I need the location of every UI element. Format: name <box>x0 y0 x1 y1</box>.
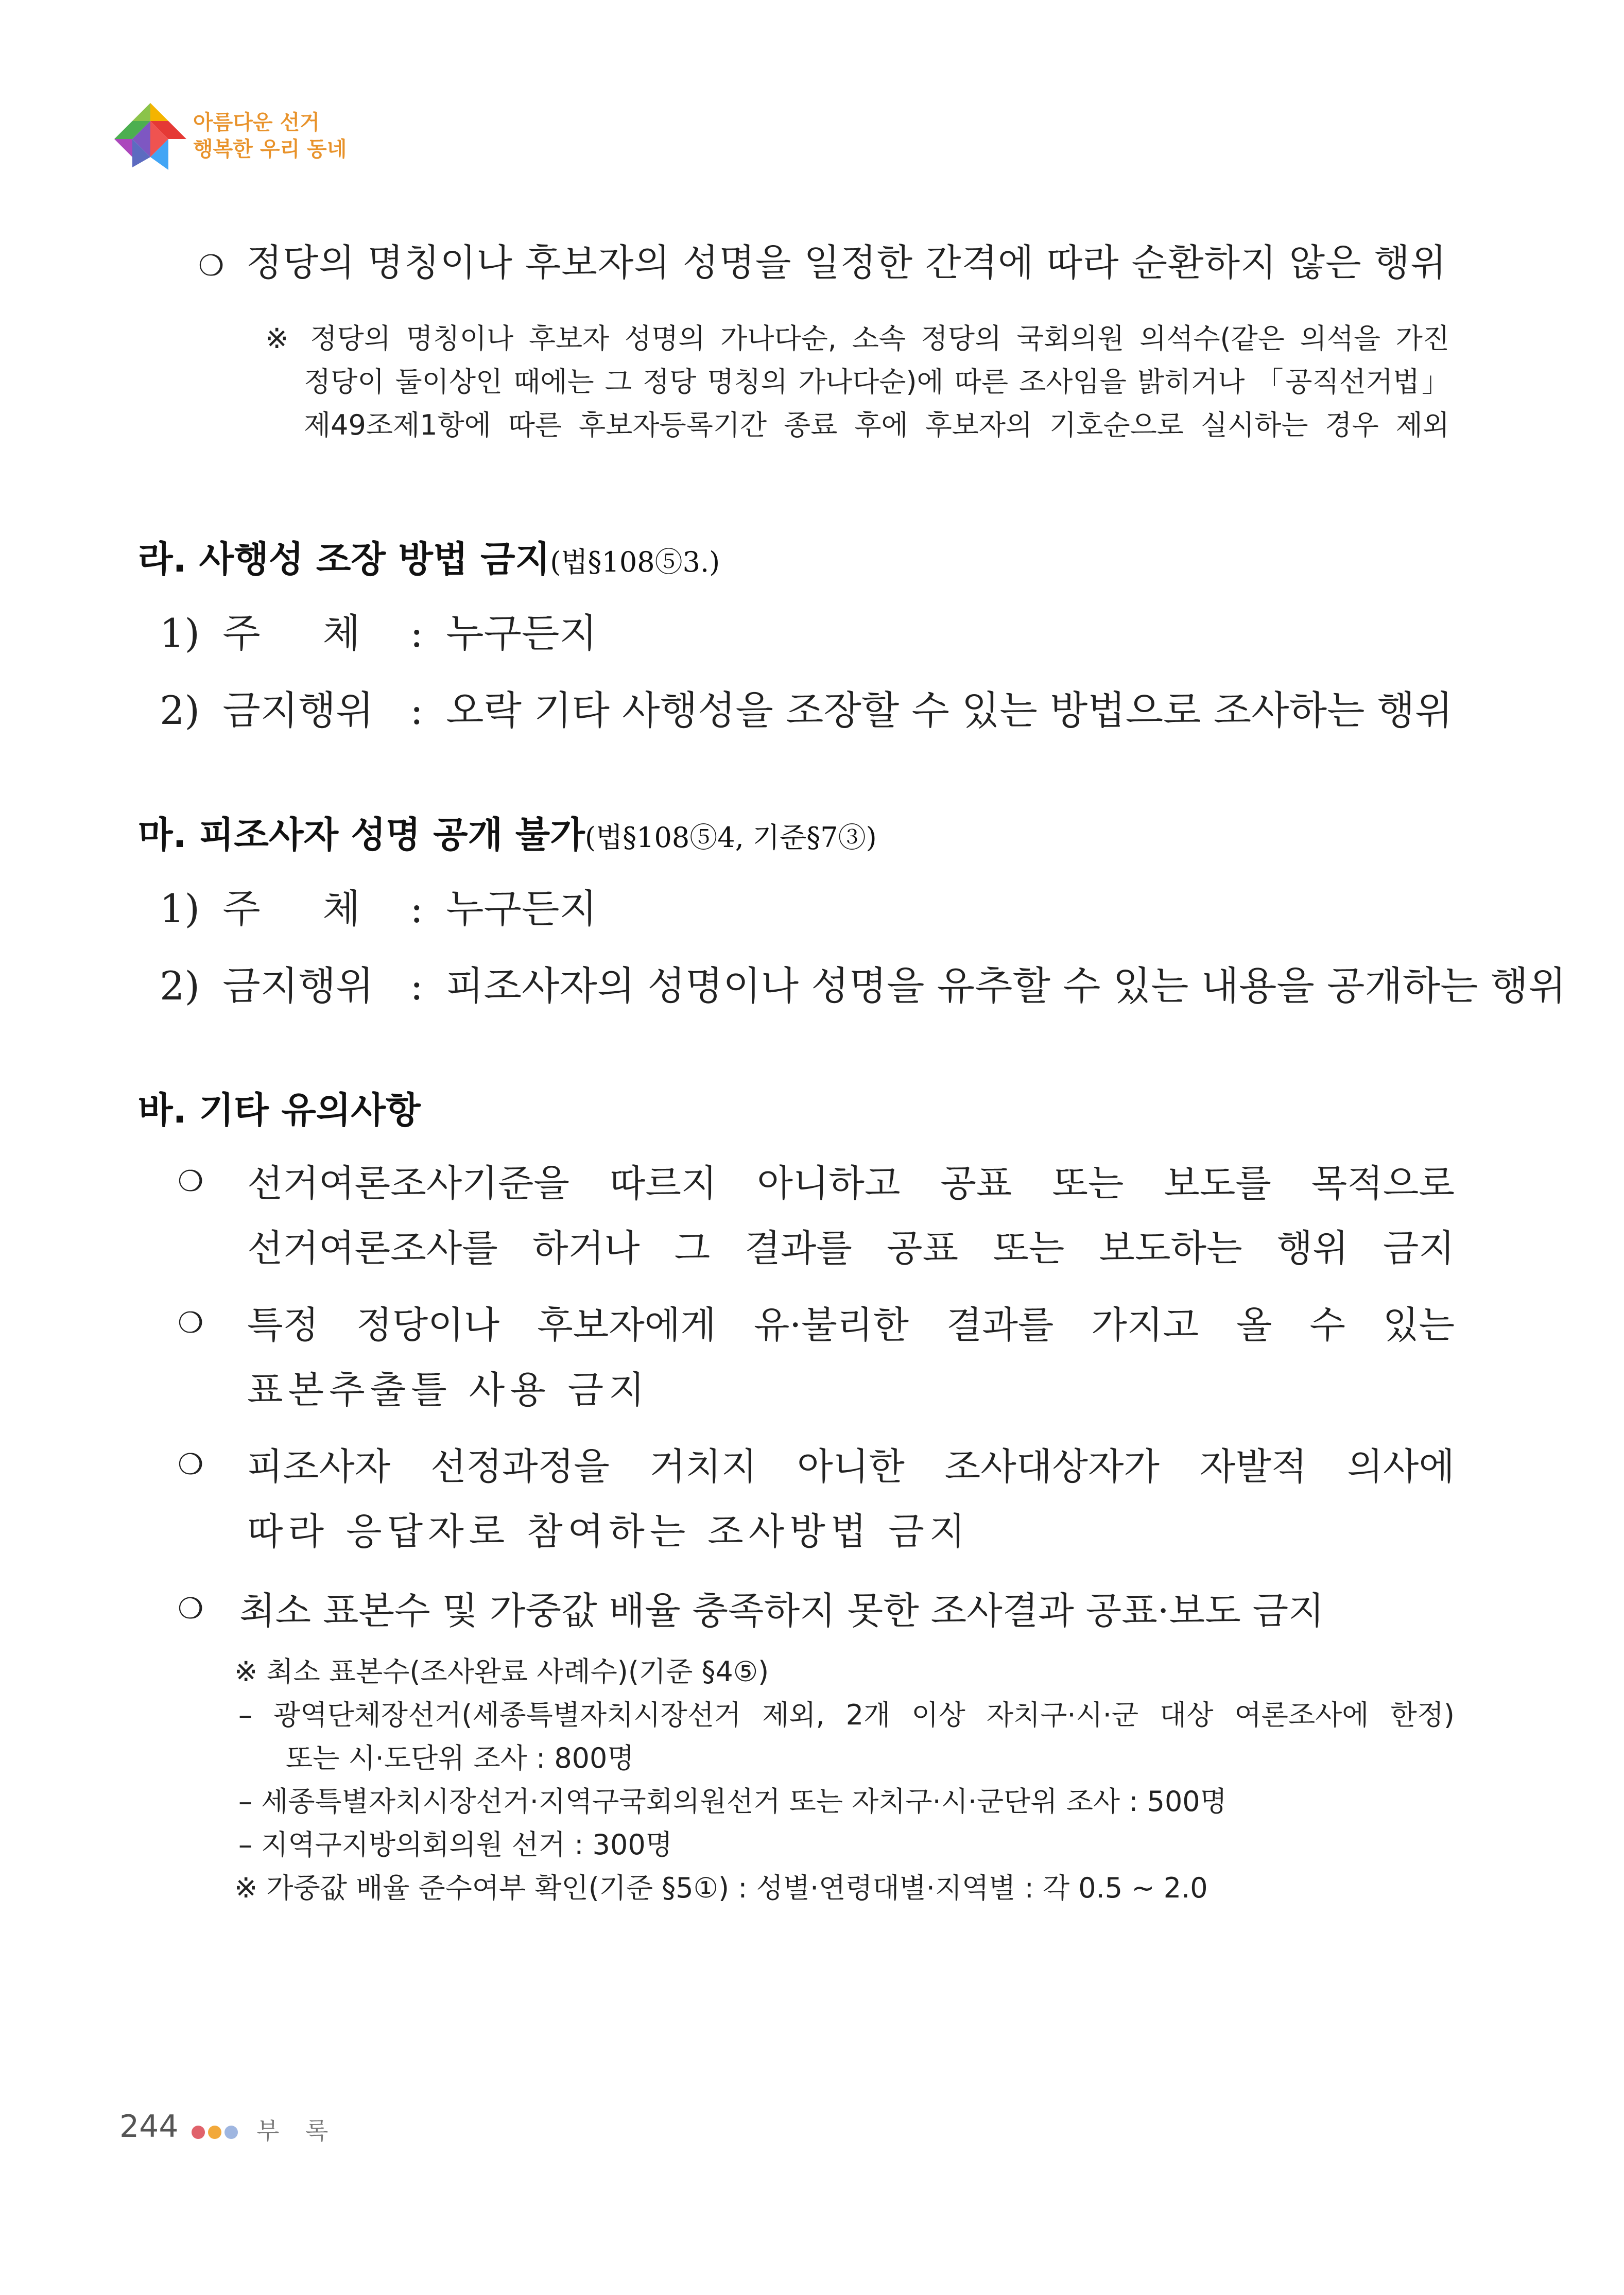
bullet-circle-icon: ❍ <box>178 1306 204 1340</box>
section-law-ma: (법§108⑤4, 기준§7③) <box>584 821 877 854</box>
section-law-ra: (법§108⑤3.) <box>550 546 720 578</box>
section-ra-item-1 <box>160 608 597 659</box>
item-label: 금지행위 <box>222 963 374 1009</box>
footer-dot-2 <box>208 2126 221 2139</box>
sample-note-title: ※ 최소 표본수(조사완료 사례수)(기준 §4⑤) <box>234 1655 769 1688</box>
footer-dot-1 <box>192 2126 205 2139</box>
intro-note <box>265 317 1449 447</box>
bullet-circle-icon: ❍ <box>198 249 224 283</box>
slogan-line-2: 행복한 우리 동네 <box>193 137 347 161</box>
item-label: 주 체 <box>222 610 360 656</box>
ba-bullet-1 <box>178 1159 1455 1273</box>
sample-size-note <box>234 1650 1455 1910</box>
sample-note-dash1-line2: 또는 시·도단위 조사 : 800명 <box>286 1742 634 1774</box>
section-ma-item-2 <box>160 960 1566 1012</box>
section-label: 부 록 <box>256 2117 338 2145</box>
section-heading-ma <box>138 806 877 858</box>
item-value: 누구든지 <box>446 610 597 656</box>
bullet-circle-icon: ❍ <box>178 1165 204 1198</box>
bullet-circle-icon: ❍ <box>178 1448 204 1481</box>
item-value: 오락 기타 사행성을 조장할 수 있는 방법으로 조사하는 행위 <box>446 687 1453 733</box>
slogan-line-1: 아름다운 선거 <box>193 111 320 134</box>
ba-bullet-4-line-1: 최소 표본수 및 가중값 배율 충족하지 못한 조사결과 공표·보도 금지 <box>239 1589 1324 1632</box>
slogan <box>193 109 347 163</box>
section-title-ba: 바. 기타 유의사항 <box>138 1089 421 1131</box>
item-number: 2) <box>160 963 200 1009</box>
intro-note-line-2: 정당이 둘이상인 때에는 그 정당 명칭의 가나다순)에 따른 조사임을 밝히거나 「공직선거법」 <box>304 366 1449 398</box>
ba-bullet-1-line-2: 선거여론조사를 하거나 그 결과를 공표 또는 보도하는 행위 금지 <box>247 1227 1455 1270</box>
footer-dot-3 <box>224 2126 238 2139</box>
ba-bullet-1-line-1: 선거여론조사기준을 따르지 아니하고 공표 또는 보도를 목적으로 <box>247 1162 1455 1205</box>
section-ra-item-2 <box>160 685 1453 736</box>
item-number: 1) <box>160 610 200 656</box>
ba-bullet-3-line-1: 피조사자 선정과정을 거치지 아니한 조사대상자가 자발적 의사에 <box>247 1445 1455 1488</box>
ba-bullet-3 <box>178 1442 1455 1556</box>
item-number: 1) <box>160 886 200 931</box>
ba-bullet-3-line-2: 따라 응답자로 참여하는 조사방법 금지 <box>247 1510 971 1553</box>
item-value: 피조사자의 성명이나 성명을 유추할 수 있는 내용을 공개하는 행위 <box>446 963 1566 1009</box>
intro-bullet-text: 정당의 명칭이나 후보자의 성명을 일정한 간격에 따라 순환하지 않은 행위 <box>246 241 1447 284</box>
logo-icon <box>114 103 186 170</box>
sample-note-dash2: – 세종특별자치시장선거·지역구국회의원선거 또는 자치구·시·군단위 조사 : 500명 <box>238 1785 1227 1818</box>
item-separator: : <box>410 610 423 656</box>
intro-note-line-3: 제49조제1항에 따른 후보자등록기간 종료 후에 후보자의 기호순으로 실시하는 경우 제외 <box>304 409 1449 441</box>
page-number: 244 <box>119 2109 179 2145</box>
section-title-ma: 마. 피조사자 성명 공개 불가 <box>138 814 585 856</box>
item-number: 2) <box>160 687 200 733</box>
section-title-ra: 라. 사행성 조장 방법 금지 <box>138 538 550 580</box>
sample-note-dash1-line1: – 광역단체장선거(세종특별자치시장선거 제외, 2개 이상 자치구·시·군 대상 여론조사에 한정) <box>238 1699 1455 1731</box>
ba-bullet-2-line-1: 특정 정당이나 후보자에게 유·불리한 결과를 가지고 올 수 있는 <box>247 1303 1455 1347</box>
section-ma-item-1 <box>160 883 597 935</box>
item-value: 누구든지 <box>446 886 597 931</box>
item-separator: : <box>410 886 423 931</box>
ba-bullet-4 <box>178 1586 1455 1635</box>
item-label: 주 체 <box>222 886 360 931</box>
sample-note-dash3: – 지역구지방의회의원 선거 : 300명 <box>238 1828 672 1861</box>
item-separator: : <box>410 963 423 1009</box>
intro-note-line-1: ※ 정당의 명칭이나 후보자 성명의 가나다순, 소속 정당의 국회의원 의석수(같은 의석을 가진 <box>265 322 1449 355</box>
ba-bullet-2 <box>178 1300 1455 1414</box>
bullet-circle-icon: ❍ <box>178 1592 204 1626</box>
weight-note: ※ 가중값 배율 준수여부 확인(기준 §5①) : 성별·연령대별·지역별 : 각 0.5 ~ 2.0 <box>234 1872 1208 1904</box>
section-heading-ra <box>138 530 720 582</box>
item-label: 금지행위 <box>222 687 374 733</box>
intro-bullet <box>198 238 1447 291</box>
section-heading-ba <box>138 1081 421 1133</box>
item-separator: : <box>410 687 423 733</box>
ba-bullet-2-line-2: 표본추출틀 사용 금지 <box>247 1368 650 1411</box>
